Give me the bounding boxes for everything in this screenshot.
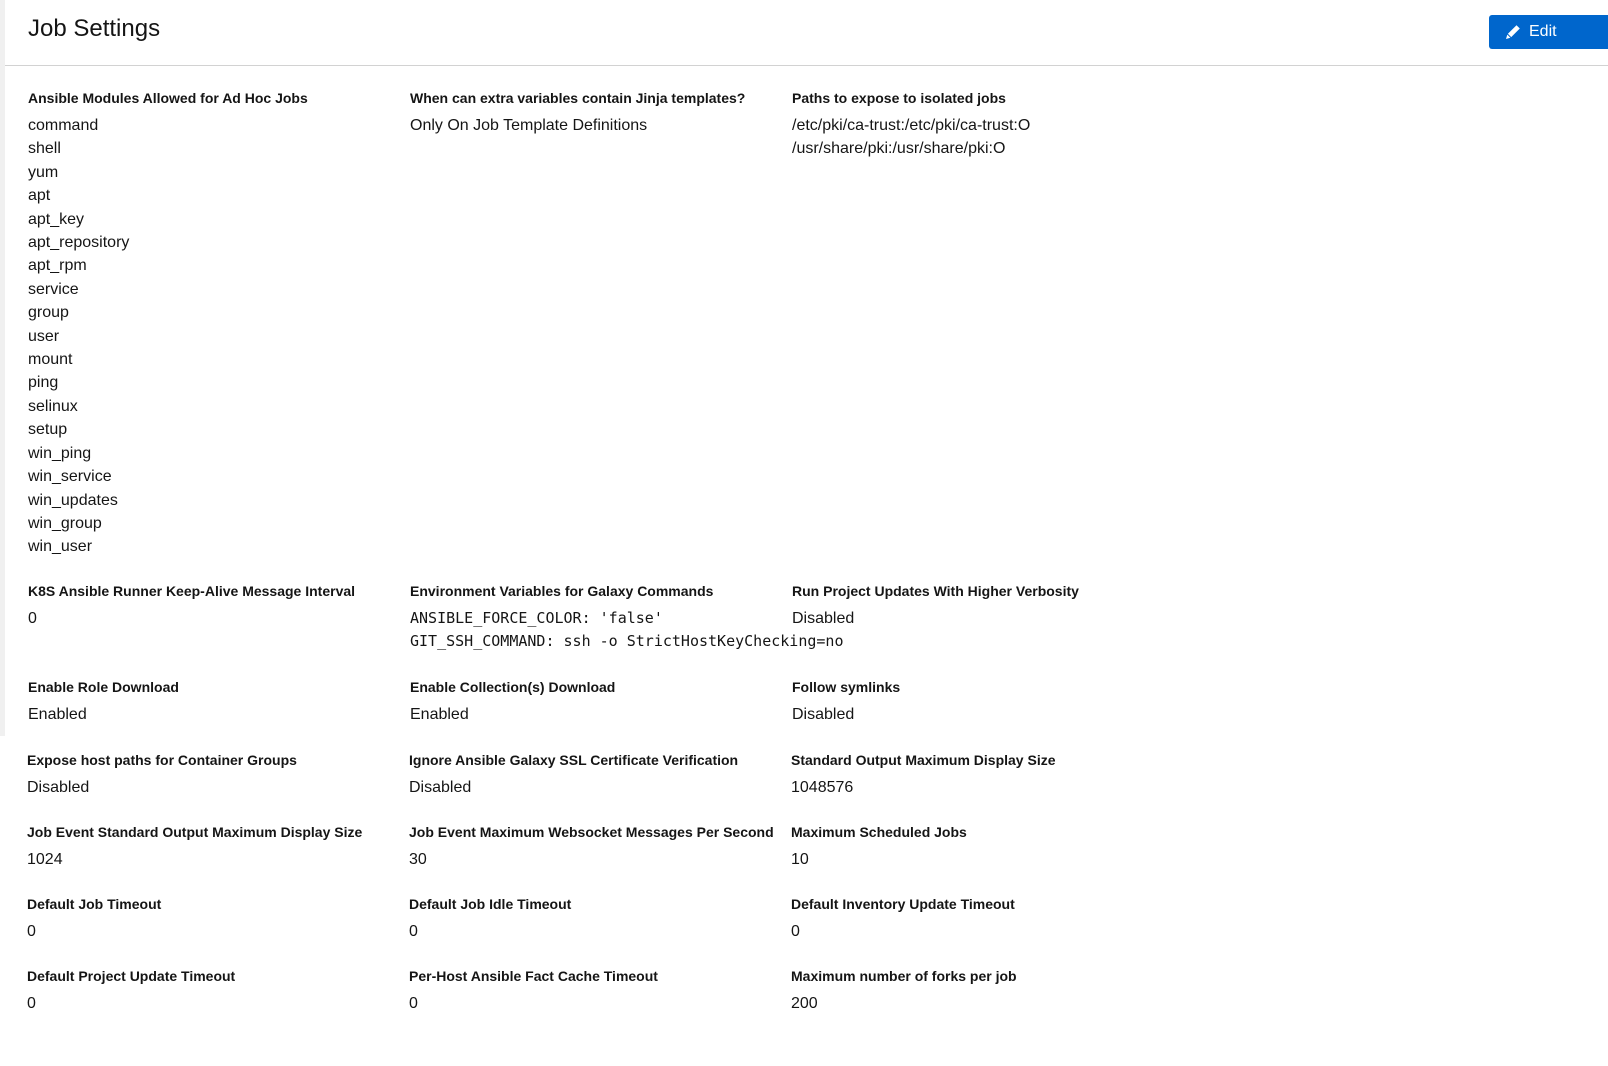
setting-label: Ansible Modules Allowed for Ad Hoc Jobs [28,90,308,106]
setting-label: Standard Output Maximum Display Size [791,752,1056,768]
setting-values [409,920,779,943]
setting-label: Default Inventory Update Timeout [791,896,1015,912]
setting-values [28,114,398,559]
setting-field [409,967,779,1015]
setting-value: 0 [409,995,418,1012]
setting-value: ping [28,374,59,392]
edit-button-label: Edit [1529,23,1557,40]
setting-value: 1024 [27,851,63,868]
setting-value: selinux [28,397,78,415]
setting-value: 1048576 [791,779,854,796]
setting-value: yum [28,163,59,181]
setting-label: K8S Ansible Runner Keep-Alive Message Interval [28,583,356,599]
setting-field [791,895,1161,943]
setting-label: Expose host paths for Container Groups [27,752,297,768]
setting-field [792,89,1162,161]
setting-values [791,992,1161,1015]
setting-value: Disabled [27,779,90,796]
setting-value: apt_repository [28,234,130,252]
setting-values [27,920,397,943]
page-header [5,0,1608,66]
setting-values [409,776,779,799]
setting-value: win_group [28,514,102,532]
setting-value: group [28,304,69,322]
setting-label: Maximum number of forks per job [791,968,1017,984]
setting-value: /etc/pki/ca-trust:/etc/pki/ca-trust:O [792,117,1031,134]
setting-value: 0 [409,923,418,940]
setting-field [791,751,1161,799]
setting-values [792,703,1162,726]
setting-label: Ignore Ansible Galaxy SSL Certificate Verification [409,752,739,768]
setting-label: Maximum Scheduled Jobs [791,824,967,840]
setting-field [410,678,780,726]
setting-value: 200 [791,995,818,1012]
setting-field [409,751,779,799]
setting-values [27,776,397,799]
setting-value: Disabled [409,779,472,796]
setting-value: 0 [27,995,36,1012]
setting-values [28,607,398,630]
setting-value: ANSIBLE_FORCE_COLOR: 'false' [410,609,663,627]
setting-values [410,703,780,726]
setting-values [792,114,1162,161]
setting-values [28,703,398,726]
setting-value: win_service [28,468,112,486]
setting-field [28,89,398,559]
setting-value: apt_rpm [28,257,87,275]
setting-label: Paths to expose to isolated jobs [792,90,1006,106]
setting-field [28,582,398,630]
setting-field [27,895,397,943]
setting-value: Disabled [792,610,855,627]
setting-value: win_updates [28,491,118,509]
setting-value: command [28,117,99,134]
setting-value: setup [28,421,68,439]
setting-label: Run Project Updates With Higher Verbosity [792,583,1079,599]
setting-values [791,848,1161,871]
setting-label: Enable Collection(s) Download [410,679,616,695]
setting-value: 30 [409,851,427,868]
scrollbar[interactable] [0,0,5,736]
pencil-icon [1505,24,1521,40]
setting-field [28,678,398,726]
setting-values [27,992,397,1015]
setting-field [791,967,1161,1015]
setting-value: user [28,327,60,345]
setting-field [27,967,397,1015]
setting-value: Enabled [28,706,87,723]
setting-value: win_user [28,538,93,556]
setting-label: Per-Host Ansible Fact Cache Timeout [409,968,658,984]
setting-values [409,848,779,871]
setting-label: Default Project Update Timeout [27,968,236,984]
setting-values [409,992,779,1015]
setting-field [792,678,1162,726]
setting-value: service [28,280,79,298]
setting-label: Job Event Standard Output Maximum Display Size [27,824,363,840]
setting-value: win_ping [28,444,92,462]
setting-value: 0 [27,923,36,940]
setting-field [27,751,397,799]
setting-label: Default Job Timeout [27,896,162,912]
setting-field [27,823,397,871]
edit-button[interactable] [1489,15,1608,49]
setting-value: shell [28,140,61,158]
setting-field [792,582,1162,630]
setting-value: Disabled [792,706,855,723]
setting-values [410,114,780,137]
setting-label: Enable Role Download [28,679,179,695]
setting-value: apt_key [28,210,85,228]
setting-value: Enabled [410,706,469,723]
setting-values [791,920,1161,943]
setting-values [27,848,397,871]
setting-value: apt [28,187,51,205]
setting-values [792,607,1162,630]
setting-value: /usr/share/pki:/usr/share/pki:O [792,140,1006,158]
setting-values [791,776,1161,799]
setting-value: 10 [791,851,809,868]
setting-field [409,895,779,943]
setting-field [410,89,780,137]
setting-label: Job Event Maximum Websocket Messages Per Second [409,824,774,840]
setting-value: Only On Job Template Definitions [410,117,648,134]
setting-label: When can extra variables contain Jinja templates? [410,90,746,106]
page-title: Job Settings [28,15,161,42]
setting-label: Default Job Idle Timeout [409,896,572,912]
setting-value: mount [28,351,73,369]
setting-value: 0 [791,923,800,940]
setting-field [409,823,779,871]
setting-field [791,823,1161,871]
setting-value: GIT_SSH_COMMAND: ssh -o StrictHostKeyChecking=no [410,632,844,651]
setting-label: Follow symlinks [792,679,901,695]
setting-label: Environment Variables for Galaxy Commands [410,583,714,599]
setting-value: 0 [28,610,37,627]
